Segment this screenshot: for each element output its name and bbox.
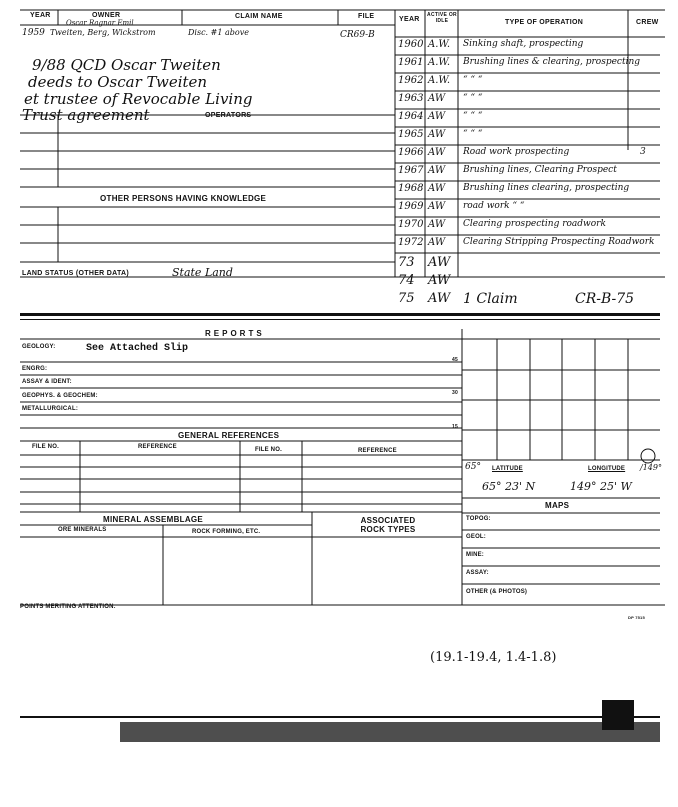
mineral-assemblage-title: MINERAL ASSEMBLAGE (103, 515, 204, 524)
land-status-label: LAND STATUS (OTHER DATA) (22, 270, 130, 277)
operation-type: “ “ “ (463, 111, 483, 121)
header-type-of-operation: TYPE OF OPERATION (505, 19, 584, 26)
points-meriting-attention-label: POINTS MERITING ATTENTION: (20, 604, 116, 610)
maps-topog: TOPOG: (466, 516, 491, 522)
operation-year: 1972 (398, 237, 424, 248)
operation-status: AW (428, 291, 451, 306)
owner-line-1: Oscar Ragnar Emil (66, 19, 134, 27)
operation-type: “ “ “ (463, 93, 483, 103)
operation-status: A.W. (428, 75, 451, 86)
operation-year: 1962 (398, 75, 424, 86)
maps-assay: ASSAY: (466, 570, 489, 576)
operation-status: A.W. (428, 39, 451, 50)
scan-noise-band (120, 722, 660, 742)
latitude-label: LATITUDE (492, 466, 523, 472)
operation-year: 1965 (398, 129, 424, 140)
longitude-value: 149° 25' W (570, 480, 632, 493)
latitude-value: 65° 23' N (482, 480, 536, 493)
form-code: DP 7515 (628, 615, 645, 620)
transfer-note-3: et trustee of Revocable Living (24, 90, 253, 108)
geology-label: GEOLOGY: (22, 344, 56, 350)
long-suffix: /149° (640, 463, 662, 472)
gr-reference-2: REFERENCE (358, 448, 397, 454)
header-active-idle: ACTIVE OR IDLE (427, 12, 457, 24)
operation-status: AW (428, 129, 446, 140)
operation-year: 75 (398, 291, 415, 306)
rock-forming-label: ROCK FORMING, ETC. (192, 529, 261, 535)
engrg-label: ENGRG: (22, 366, 48, 372)
transfer-note-4: Trust agreement (22, 106, 150, 124)
operation-type: “ “ “ (463, 129, 483, 139)
operation-year: 1961 (398, 57, 424, 68)
operation-type: road work “ “ (463, 201, 525, 211)
maps-geol: GEOL: (466, 534, 486, 540)
operation-crew: CR-B-75 (575, 291, 635, 307)
operation-type: Road work prospecting (463, 147, 570, 157)
operation-year: 1966 (398, 147, 424, 158)
owner-line-2: Tweiten, Berg, Wickstrom (50, 28, 156, 37)
claim-name-value: Disc. #1 above (188, 28, 249, 37)
maps-other: OTHER (& PHOTOS) (466, 589, 528, 595)
operation-year: 1969 (398, 201, 424, 212)
operation-status: AW (428, 273, 451, 288)
operation-year: 1964 (398, 111, 424, 122)
geology-value: See Attached Slip (86, 343, 189, 354)
operation-status: AW (428, 183, 446, 194)
maps-title: MAPS (545, 501, 570, 510)
operation-crew: 3 (640, 147, 646, 157)
header-owner: OWNER (92, 12, 121, 19)
associated-rock-types-label: ASSOCIATED ROCK TYPES (360, 516, 416, 534)
operation-type: “ “ “ (463, 75, 483, 85)
gr-file-no: FILE NO. (32, 444, 59, 450)
scale-30: 30 (452, 390, 458, 396)
operation-type: Clearing Stripping Prospecting Roadwork (463, 237, 655, 247)
operation-type: Sinking shaft, prospecting (463, 39, 584, 49)
scale-45: 45 (452, 357, 458, 363)
operation-type: Brushing lines, Clearing Prospect (463, 165, 617, 175)
operation-year: 73 (398, 255, 415, 270)
transfer-note-2: deeds to Oscar Tweiten (28, 73, 208, 91)
land-status-value: State Land (172, 266, 233, 279)
operators-label: OPERATORS (205, 112, 252, 119)
operation-type: Clearing prospecting roadwork (463, 219, 606, 229)
coordinates-note: (19.1-19.4, 1.4-1.8) (430, 650, 557, 665)
header-year: YEAR (30, 12, 51, 19)
longitude-label: LONGITUDE (588, 466, 626, 472)
scale-15: 15 (452, 424, 458, 430)
owner-year: 1959 (22, 28, 45, 38)
operation-type: 1 Claim (463, 291, 518, 307)
operation-status: A.W. (428, 57, 451, 68)
operation-year: 74 (398, 273, 415, 288)
operation-status: AW (428, 219, 446, 230)
header-file: FILE (358, 13, 375, 20)
operation-year: 1968 (398, 183, 424, 194)
gr-file-no-2: FILE NO. (255, 447, 282, 453)
operation-status: AW (428, 111, 446, 122)
ore-minerals-label: ORE MINERALS (58, 527, 107, 533)
metallurgical-label: METALLURGICAL: (22, 406, 79, 412)
operation-status: AW (428, 237, 446, 248)
operation-year: 1967 (398, 165, 424, 176)
other-persons-label: OTHER PERSONS HAVING KNOWLEDGE (100, 194, 267, 203)
operation-type: Brushing lines & clearing, prospecting (463, 57, 641, 67)
assay-ident-label: ASSAY & IDENT: (22, 379, 72, 385)
header-crew: CREW (636, 19, 659, 26)
transfer-note-1: 9/88 QCD Oscar Tweiten (32, 56, 221, 74)
operation-status: AW (428, 165, 446, 176)
operation-status: AW (428, 255, 451, 270)
operation-type: Brushing lines clearing, prospecting (463, 183, 630, 193)
operation-year: 1963 (398, 93, 424, 104)
maps-mine: MINE: (466, 552, 484, 558)
operation-status: AW (428, 201, 446, 212)
header-claim-name: CLAIM NAME (235, 13, 283, 20)
general-references-title: GENERAL REFERENCES (178, 431, 280, 440)
operation-year: 1960 (398, 39, 424, 50)
operation-status: AW (428, 147, 446, 158)
geophys-label: GEOPHYS. & GEOCHEM: (22, 393, 98, 399)
operation-status: AW (428, 93, 446, 104)
lat-prefix: 65° (465, 462, 481, 472)
reports-title: REPORTS (205, 329, 265, 338)
file-value: CR69-B (340, 30, 375, 40)
operation-year: 1970 (398, 219, 424, 230)
registration-mark (602, 700, 634, 730)
header-year-2: YEAR (399, 16, 420, 23)
gr-reference: REFERENCE (138, 444, 177, 450)
